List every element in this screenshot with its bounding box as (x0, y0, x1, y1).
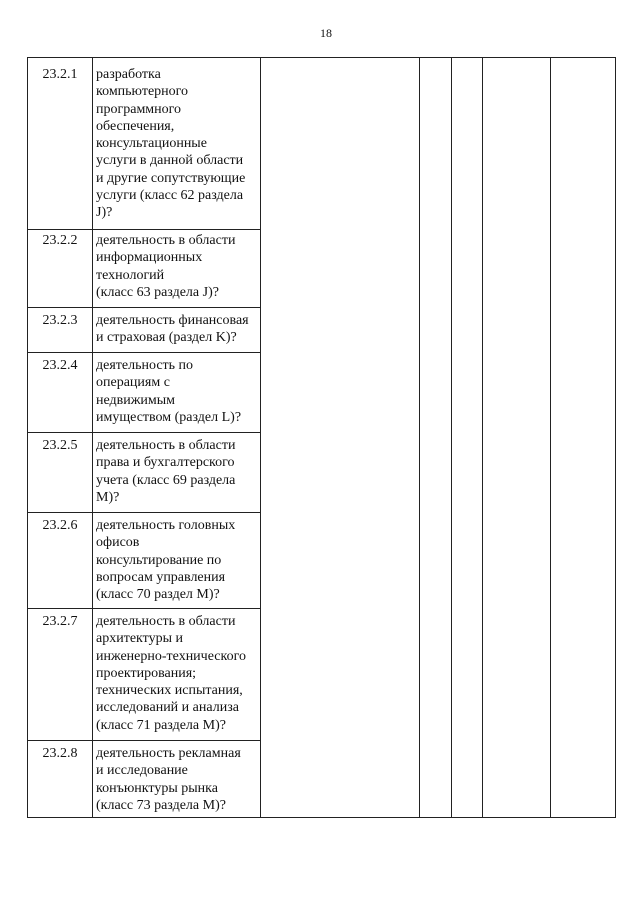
row-number: 23.2.8 (42, 746, 78, 761)
row-divider (28, 307, 260, 308)
row-description: разработка компьютерного программного обеспечения, консультационные услуги в данной области и другие сопутствующие услуги (класс 62 раздела J)? (96, 67, 246, 221)
row-description: деятельность в области архитектуры и инженерно-технического проектирования; технических испытания, исследований и анализа (класс 71 раздела M)? (96, 614, 246, 733)
row-number: 23.2.1 (42, 67, 78, 82)
row-number: 23.2.7 (42, 614, 78, 629)
row-description: деятельность в области информационных технологий (класс 63 раздела J)? (96, 233, 236, 300)
questionnaire-table (27, 57, 616, 818)
column-divider (92, 58, 93, 817)
column-divider (419, 58, 420, 817)
row-number: 23.2.4 (42, 358, 78, 373)
row-divider (28, 229, 260, 230)
row-description: деятельность рекламная и исследование конъюнктуры рынка (класс 73 раздела M)? (96, 746, 241, 813)
row-divider (28, 608, 260, 609)
page-number: 18 (320, 26, 332, 40)
row-number: 23.2.6 (42, 518, 78, 533)
row-divider (28, 512, 260, 513)
row-number: 23.2.2 (42, 233, 78, 248)
row-divider (28, 352, 260, 353)
row-description: деятельность в области права и бухгалтерского учета (класс 69 раздела M)? (96, 438, 236, 505)
row-divider (28, 432, 260, 433)
column-divider (482, 58, 483, 817)
column-divider (550, 58, 551, 817)
column-divider (260, 58, 261, 817)
column-divider (451, 58, 452, 817)
row-description: деятельность головных офисов консультирование по вопросам управления (класс 70 раздел M)? (96, 518, 236, 603)
row-number: 23.2.3 (42, 313, 78, 328)
row-description: деятельность по операциям с недвижимым имуществом (раздел L)? (96, 358, 242, 425)
row-number: 23.2.5 (42, 438, 78, 453)
row-description: деятельность финансовая и страховая (раздел K)? (96, 313, 249, 346)
row-divider (28, 740, 260, 741)
